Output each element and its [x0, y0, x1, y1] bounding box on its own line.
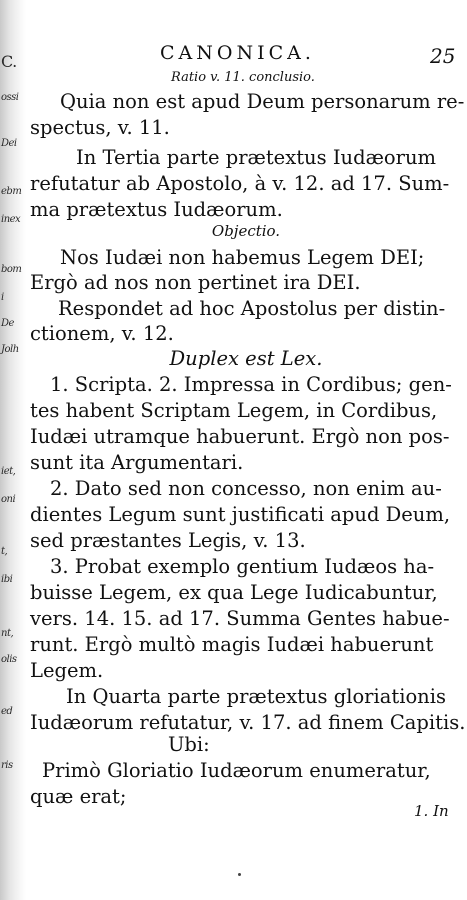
- section-heading: Duplex est Lex.: [169, 347, 323, 370]
- text-line: Quia non est apud Deum personarum re-: [60, 90, 465, 113]
- gutter-fragment: i: [1, 292, 4, 303]
- gutter-fragment: inex: [1, 214, 21, 225]
- running-subtitle: Ratio v. 11. conclusio.: [171, 70, 315, 85]
- text-line: refutatur ab Apostolo, à v. 12. ad 17. Sum-: [30, 172, 450, 195]
- text-line: dientes Legum sunt justificati apud Deum,: [30, 503, 451, 526]
- gutter-fragment: nt,: [1, 628, 14, 639]
- gutter-fragment: t,: [1, 546, 8, 557]
- text-line: sed præstantes Legis, v. 13.: [30, 529, 306, 552]
- gutter-fragment: C.: [1, 52, 17, 71]
- text-line: Legem.: [30, 659, 104, 682]
- text-line: Iudæi utramque habuerunt. Ergò non pos-: [30, 425, 450, 448]
- text-line: sunt ita Argumentari.: [30, 451, 244, 474]
- gutter-fragment: oni: [1, 494, 16, 505]
- text-line: spectus, v. 11.: [30, 116, 170, 139]
- gutter-fragment: olis: [1, 654, 17, 665]
- running-title: CANONICA.: [160, 42, 315, 64]
- gutter-fragment: Dei: [1, 138, 17, 149]
- gutter-fragment: ed: [1, 706, 13, 717]
- page-number: 25: [430, 44, 456, 68]
- text-line: 1. Scripta. 2. Impressa in Cordibus; gen-: [50, 373, 452, 396]
- gutter-fragment: ossi: [1, 92, 19, 103]
- text-line: In Quarta parte prætextus gloriationis: [66, 685, 446, 708]
- text-line: Ergò ad nos non pertinet ira DEI.: [30, 271, 361, 294]
- gutter-fragment: ibi: [1, 574, 13, 585]
- text-line: quæ erat;: [30, 785, 127, 808]
- text-line: ctionem, v. 12.: [30, 322, 174, 345]
- catchword: 1. In: [414, 802, 449, 820]
- text-line: vers. 14. 15. ad 17. Summa Gentes habue-: [30, 607, 450, 630]
- gutter-fragment: De: [1, 318, 14, 329]
- text-line: Nos Iudæi non habemus Legem DEI;: [60, 246, 425, 269]
- text-line: runt. Ergò multò magis Iudæi habuerunt: [30, 633, 434, 656]
- text-line: Respondet ad hoc Apostolus per distin-: [58, 297, 446, 320]
- text-line: Primò Gloriatio Iudæorum enumeratur,: [42, 759, 431, 782]
- gutter-fragment: ebm: [1, 186, 22, 197]
- gutter-fragment: iet,: [1, 466, 16, 477]
- text-line: buisse Legem, ex qua Lege Iudicabuntur,: [30, 581, 438, 604]
- text-line: In Tertia parte prætextus Iudæorum: [76, 146, 437, 169]
- text-line: Ubi:: [168, 733, 210, 756]
- text-line: tes habent Scriptam Legem, in Cordibus,: [30, 399, 438, 422]
- ink-blot: [238, 873, 241, 876]
- gutter-fragment: Jolh: [1, 344, 19, 355]
- binding-gutter: [0, 0, 26, 900]
- text-line: ma prætextus Iudæorum.: [30, 198, 283, 221]
- gutter-fragment: bom: [1, 264, 22, 275]
- text-line: 3. Probat exemplo gentium Iudæos ha-: [50, 555, 435, 578]
- gutter-fragment: ris: [1, 760, 13, 771]
- objection-heading: Objectio.: [211, 222, 281, 240]
- text-line: Iudæorum refutatur, v. 17. ad finem Capitis.: [30, 711, 466, 734]
- text-line: 2. Dato sed non concesso, non enim au-: [50, 477, 442, 500]
